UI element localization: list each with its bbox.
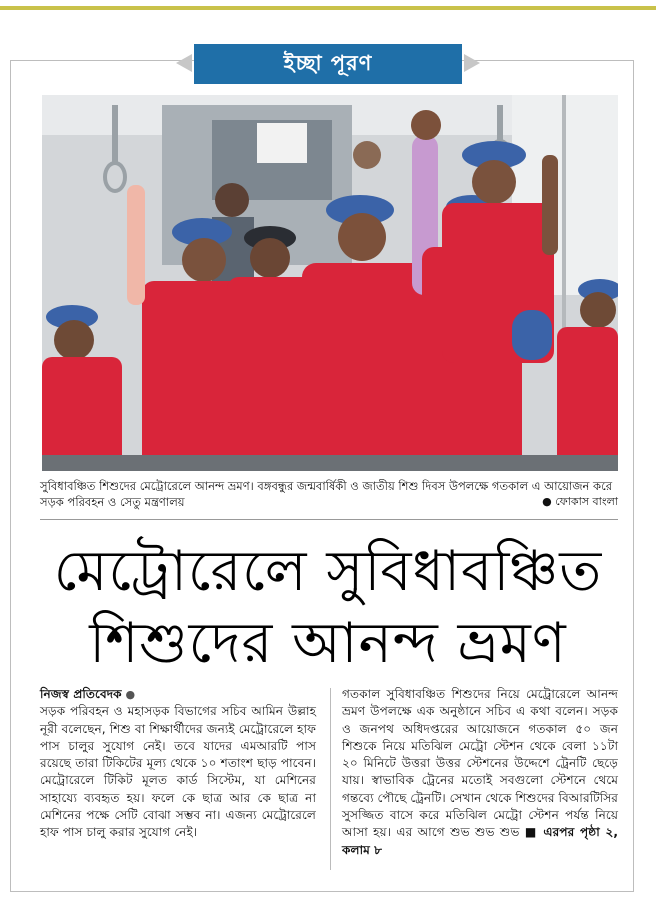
article-column-2 bbox=[342, 686, 618, 859]
photo-illustration bbox=[42, 95, 618, 471]
photo-credit: ● ফোকাস বাংলা bbox=[542, 495, 618, 508]
photo-caption bbox=[40, 478, 618, 510]
top-rule bbox=[0, 6, 656, 10]
column-1-text: সড়ক পরিবহন ও মহাসড়ক বিভাগের সচিব আমিন উল্লাহ নূরী বলেছেন, শিশু বা শিক্ষার্থীদের জন্যই মেট্রোরেলে হাফ পাস চালুর সুযোগ নেই। তবে যাদের এমআরটি পাস রয়েছে তারা টিকিটের মূল্য থেকে ১০ শতাংশ ছাড় পাবেন। মেট্রোরেলে টিকিট মূলত কার্ড সিস্টেম, যা মেশিনের সাহায্যে ব্যবহৃত হয়। ফলে কে ছাত্র আর কে ছাত্র না মেশিনের পক্ষে সেটি বোঝা সম্ভব না। এজন্য মেট্রোরেলে হাফ পাস চালু করার সুযোগ নেই। bbox=[40, 704, 316, 840]
caption-text: সুবিধাবঞ্চিত শিশুদের মেট্রোরেলে আনন্দ ভ্রমণ। বঙ্গবন্ধুর জন্মবার্ষিকী ও জাতীয় শিশু দিবস উপলক্ষে গতকাল এ আয়োজন করে সড়ক পরিবহন ও সেতু মন্ত্রণালয় bbox=[40, 479, 613, 509]
article-column-1 bbox=[40, 686, 316, 842]
news-photo bbox=[42, 95, 618, 471]
headline-line-2: শিশুদের আনন্দ ভ্রমণ bbox=[89, 611, 567, 676]
byline-bullet: ● bbox=[125, 688, 136, 701]
banner-right-wing bbox=[464, 54, 480, 72]
continuation-note: ■ এরপর পৃষ্ঠা ২, কলাম ৮ bbox=[342, 825, 619, 857]
section-banner bbox=[176, 44, 480, 86]
caption-divider bbox=[40, 519, 618, 520]
column-2-text: গতকাল সুবিধাবঞ্চিত শিশুদের নিয়ে মেট্রোরেলে আনন্দ ভ্রমণ উপলক্ষে এক অনুষ্ঠানে সচিব এ কথা বলেন। সড়ক ও জনপথ অধিদপ্তরের আয়োজনে গতকাল ৫০ জন শিশুকে নিয়ে মতিঝিল মেট্রো স্টেশন থেকে বেলা ১১টা ২০ মিনিটে উত্তরা উত্তর স্টেশনের উদ্দেশে ট্রেনটি ছেড়ে যায়। স্বাভাবিক ট্রেনের মতোই সবগুলো স্টেশনে থেমে গন্তব্যে পৌছে ট্রেনটি। সেখান থেকে শিশুদের বিআরটিসির সুসজ্জিত বাসে করে মতিঝিল মেট্রো স্টেশন পর্যন্ত নিয়ে আসা হয়। এর আগে শুভ শুভ শুভ bbox=[342, 687, 619, 840]
banner-left-wing bbox=[176, 54, 192, 72]
headline-line-1: মেট্রোরেলে সুবিধাবঞ্চিত bbox=[53, 539, 603, 604]
byline: নিজস্ব প্রতিবেদক bbox=[40, 687, 122, 701]
section-title: ইচ্ছা পূরণ bbox=[194, 44, 462, 84]
column-divider bbox=[330, 688, 331, 870]
